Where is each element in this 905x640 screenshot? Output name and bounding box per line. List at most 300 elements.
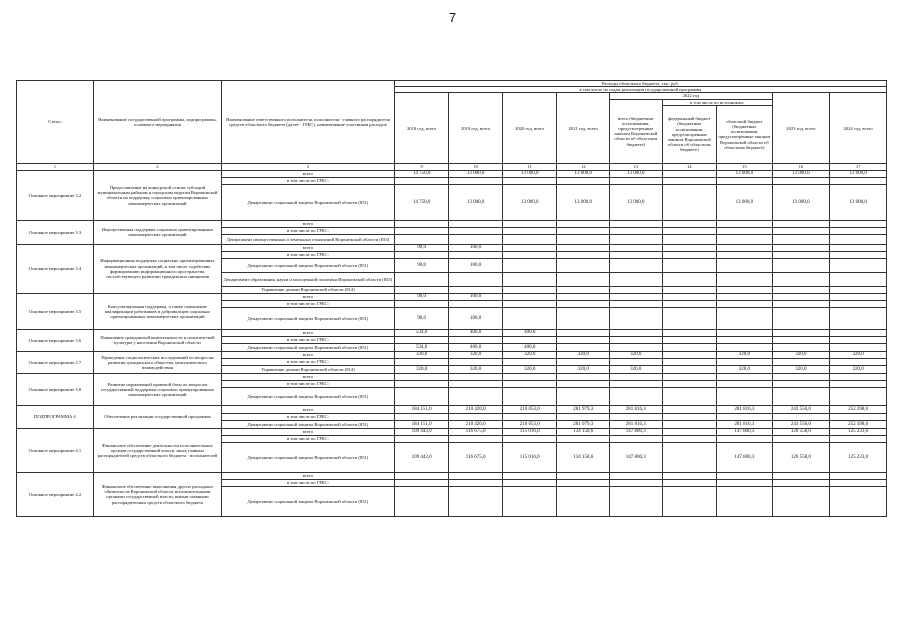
- value-cell: 210 420,0: [449, 405, 503, 413]
- row-executor: в том числе по ГРБС:: [222, 435, 395, 442]
- page-number: 7: [448, 10, 457, 25]
- row-executor: всего: [222, 405, 395, 413]
- value-cell: [502, 307, 557, 329]
- table-row: [17, 170, 887, 177]
- value-cell: [557, 486, 610, 516]
- value-cell: [610, 307, 663, 329]
- value-cell: 125 233,0: [830, 428, 887, 435]
- value-cell: [557, 286, 610, 293]
- value-cell: [557, 244, 610, 251]
- value-cell: [610, 300, 663, 307]
- row-executor: Департамент социальной защиты Воронежской области (851): [222, 343, 395, 351]
- value-cell: 116 675,0: [449, 428, 503, 435]
- value-cell: [449, 336, 503, 343]
- value-cell: [717, 472, 773, 479]
- value-cell: 13 000,0: [610, 184, 663, 220]
- col-index: 9: [394, 163, 449, 170]
- row-executor: в том числе по ГРБС:: [222, 300, 395, 307]
- row-executor: Департамент образования, науки и молодежной политики Воронежской области (855): [222, 272, 395, 286]
- value-cell: 13 000,0: [557, 170, 610, 177]
- value-cell: 90,0: [394, 293, 449, 300]
- value-cell: [394, 220, 449, 227]
- value-cell: 13 000,0: [610, 170, 663, 177]
- row-executor: Управление делами Воронежской области (814): [222, 365, 395, 373]
- value-cell: [610, 244, 663, 251]
- row-executor: Департамент социальной защиты Воронежской области (851): [222, 442, 395, 472]
- value-cell: [772, 251, 830, 258]
- value-cell: [610, 358, 663, 365]
- value-cell: 120 558,0: [772, 442, 830, 472]
- header-status: Статус: [17, 81, 94, 164]
- row-status: Основное мероприятие 3.7: [17, 351, 94, 373]
- value-cell: [830, 307, 887, 329]
- row-name: Повышение гражданской компетентности и политической культуры у населения Воронежской области: [93, 329, 221, 351]
- row-executor: в том числе по ГРБС:: [222, 380, 395, 387]
- value-cell: [772, 373, 830, 380]
- row-executor: Департамент социальной защиты Воронежской области (851): [222, 258, 395, 272]
- col-index: 16: [772, 163, 830, 170]
- col-index: 2: [93, 163, 221, 170]
- value-cell: [394, 486, 449, 516]
- value-cell: [557, 380, 610, 387]
- value-cell: [557, 272, 610, 286]
- value-cell: [610, 220, 663, 227]
- value-cell: [502, 387, 557, 405]
- value-cell: 252 398,6: [830, 405, 887, 413]
- value-cell: 14 750,0: [394, 170, 449, 177]
- value-cell: [717, 234, 773, 244]
- value-cell: [394, 413, 449, 420]
- value-cell: [772, 286, 830, 293]
- value-cell: [717, 272, 773, 286]
- value-cell: [610, 472, 663, 479]
- value-cell: [662, 227, 717, 234]
- row-executor: Департамент социальной защиты Воронежской области (851): [222, 307, 395, 329]
- value-cell: [830, 286, 887, 293]
- value-cell: [772, 244, 830, 251]
- value-cell: 147 800,3: [610, 442, 663, 472]
- value-cell: [717, 479, 773, 486]
- row-name: Консультационная поддержка, а также повышение квалификации работников и добровольцев социально ориентированных некоммерческих организаций: [93, 293, 221, 329]
- value-cell: [449, 358, 503, 365]
- value-cell: [449, 472, 503, 479]
- row-status: Основное мероприятие 3.5: [17, 293, 94, 329]
- value-cell: [502, 336, 557, 343]
- value-cell: [557, 479, 610, 486]
- value-cell: [394, 373, 449, 380]
- budget-table: [16, 80, 887, 517]
- value-cell: [502, 479, 557, 486]
- value-cell: [662, 258, 717, 272]
- value-cell: [394, 234, 449, 244]
- row-executor: всего: [222, 373, 395, 380]
- value-cell: [772, 177, 830, 184]
- value-cell: [662, 351, 717, 358]
- header-name: Наименование государственной программы, подпрограммы, основного мероприятия: [93, 81, 221, 164]
- value-cell: 109 443,0: [394, 428, 449, 435]
- value-cell: [502, 380, 557, 387]
- value-cell: [449, 486, 503, 516]
- row-executor: всего: [222, 351, 395, 358]
- value-cell: [557, 435, 610, 442]
- header-regional: областной бюджет (бюджетные ассигнования, предусмотренные законом Воронежской области об областном бюджете): [717, 105, 773, 163]
- value-cell: [717, 293, 773, 300]
- value-cell: [449, 177, 503, 184]
- value-cell: 281 816,3: [610, 420, 663, 428]
- header-2021: 2021 год, всего: [557, 93, 610, 163]
- header-expenses: Расходы областного бюджета, тыс. руб.: [394, 81, 886, 87]
- value-cell: [502, 258, 557, 272]
- value-cell: [662, 329, 717, 336]
- value-cell: [610, 343, 663, 351]
- header-2018: 2018 год, всего: [394, 93, 449, 163]
- value-cell: [610, 336, 663, 343]
- row-executor: Департамент имущественных и земельных отношений Воронежской области (833): [222, 234, 395, 244]
- value-cell: 281 816,3: [717, 420, 773, 428]
- value-cell: [610, 251, 663, 258]
- value-cell: [717, 373, 773, 380]
- value-cell: [830, 472, 887, 479]
- value-cell: 320,0: [830, 351, 887, 358]
- value-cell: [662, 336, 717, 343]
- value-cell: [557, 300, 610, 307]
- value-cell: 184 151,0: [394, 405, 449, 413]
- value-cell: [772, 413, 830, 420]
- value-cell: [662, 293, 717, 300]
- row-executor: всего: [222, 244, 395, 251]
- value-cell: [717, 220, 773, 227]
- value-cell: [830, 336, 887, 343]
- col-index: 14: [662, 163, 717, 170]
- value-cell: 210 053,0: [502, 405, 557, 413]
- value-cell: [717, 329, 773, 336]
- row-name: Предоставление на конкурсной основе субсидий муниципальным районам и городским округам Воронежской области на поддержку социально ориентированных некоммерческих организаций: [93, 170, 221, 220]
- value-cell: [502, 244, 557, 251]
- value-cell: [772, 472, 830, 479]
- value-cell: [772, 343, 830, 351]
- value-cell: [610, 234, 663, 244]
- header-2022: 2022 год: [610, 93, 773, 99]
- table-row: [17, 472, 887, 479]
- row-status: Основное мероприятие 4.2: [17, 472, 94, 516]
- value-cell: 109 443,0: [394, 442, 449, 472]
- value-cell: 320,0: [557, 351, 610, 358]
- row-executor: Департамент социальной защиты Воронежской области (851): [222, 184, 395, 220]
- value-cell: [610, 413, 663, 420]
- header-by-source: в том числе по источникам:: [662, 99, 772, 105]
- row-status: Основное мероприятие 3.2: [17, 170, 94, 220]
- table-row: [17, 351, 887, 358]
- value-cell: [502, 286, 557, 293]
- value-cell: 120 558,0: [772, 428, 830, 435]
- value-cell: [557, 258, 610, 272]
- value-cell: [772, 329, 830, 336]
- value-cell: [662, 442, 717, 472]
- value-cell: 400,0: [502, 329, 557, 336]
- value-cell: [772, 435, 830, 442]
- value-cell: [502, 435, 557, 442]
- value-cell: 13 000,0: [830, 170, 887, 177]
- value-cell: [717, 343, 773, 351]
- value-cell: 400,0: [449, 329, 503, 336]
- value-cell: [449, 413, 503, 420]
- value-cell: [830, 244, 887, 251]
- value-cell: [557, 358, 610, 365]
- value-cell: [830, 258, 887, 272]
- header-2024: 2024 год, всего: [830, 93, 887, 163]
- col-index: 10: [449, 163, 503, 170]
- value-cell: [830, 435, 887, 442]
- value-cell: [662, 413, 717, 420]
- value-cell: [772, 258, 830, 272]
- value-cell: [662, 184, 717, 220]
- value-cell: 210 420,0: [449, 420, 503, 428]
- col-index: 17: [830, 163, 887, 170]
- value-cell: 534,0: [394, 329, 449, 336]
- table-header: [17, 81, 887, 171]
- value-cell: [610, 177, 663, 184]
- row-executor: всего: [222, 220, 395, 227]
- value-cell: [557, 220, 610, 227]
- value-cell: 281 979,3: [557, 405, 610, 413]
- value-cell: [662, 365, 717, 373]
- value-cell: 90,0: [394, 258, 449, 272]
- value-cell: [662, 343, 717, 351]
- value-cell: [662, 251, 717, 258]
- value-cell: [717, 486, 773, 516]
- value-cell: [502, 251, 557, 258]
- value-cell: [449, 220, 503, 227]
- value-cell: [557, 307, 610, 329]
- value-cell: [449, 300, 503, 307]
- row-executor: в том числе по ГРБС:: [222, 479, 395, 486]
- value-cell: [557, 293, 610, 300]
- row-name: Проведение социологических исследований по вопросам развития гражданского общества, межэтнического взаимодействия: [93, 351, 221, 373]
- value-cell: [662, 428, 717, 435]
- value-cell: 400,0: [502, 343, 557, 351]
- value-cell: 281 816,3: [610, 405, 663, 413]
- value-cell: [830, 220, 887, 227]
- header-2020: 2020 год, всего: [502, 93, 557, 163]
- value-cell: [502, 227, 557, 234]
- value-cell: [394, 472, 449, 479]
- value-cell: [449, 479, 503, 486]
- value-cell: [610, 380, 663, 387]
- value-cell: [449, 251, 503, 258]
- value-cell: [830, 358, 887, 365]
- value-cell: [610, 272, 663, 286]
- value-cell: [394, 380, 449, 387]
- value-cell: [830, 343, 887, 351]
- value-cell: [662, 405, 717, 413]
- value-cell: 320,0: [717, 351, 773, 358]
- value-cell: [662, 380, 717, 387]
- value-cell: 320,0: [557, 365, 610, 373]
- row-executor: Департамент социальной защиты Воронежской области (851): [222, 387, 395, 405]
- value-cell: [557, 177, 610, 184]
- value-cell: [662, 307, 717, 329]
- value-cell: 115 016,0: [502, 428, 557, 435]
- row-executor: всего: [222, 329, 395, 336]
- value-cell: [662, 472, 717, 479]
- row-executor: Департамент социальной защиты Воронежской области (851): [222, 420, 395, 428]
- header-2023: 2023 год, всего: [772, 93, 830, 163]
- value-cell: [662, 420, 717, 428]
- value-cell: [610, 286, 663, 293]
- value-cell: 125 233,0: [830, 442, 887, 472]
- value-cell: [717, 286, 773, 293]
- value-cell: [502, 486, 557, 516]
- value-cell: [449, 387, 503, 405]
- value-cell: [772, 358, 830, 365]
- row-executor: всего: [222, 428, 395, 435]
- table-row: [17, 405, 887, 413]
- value-cell: 320,0: [610, 365, 663, 373]
- header-federal: федеральный бюджет (бюджетные ассигнования, предусмотренные законом Воронежской области об областном бюджете): [662, 105, 717, 163]
- value-cell: [557, 387, 610, 405]
- value-cell: 13 000,0: [502, 184, 557, 220]
- value-cell: [449, 380, 503, 387]
- value-cell: [662, 244, 717, 251]
- value-cell: [717, 387, 773, 405]
- value-cell: [772, 293, 830, 300]
- value-cell: 243 556,0: [772, 420, 830, 428]
- value-cell: [449, 272, 503, 286]
- value-cell: 252 398,6: [830, 420, 887, 428]
- value-cell: 13 000,0: [772, 184, 830, 220]
- row-name: Финансовое обеспечение выполнения других расходных обязательств Воронежской области исполнительными органами государственной власти, иными главными распорядителями средств областного бюджета: [93, 472, 221, 516]
- value-cell: [502, 373, 557, 380]
- value-cell: [662, 300, 717, 307]
- value-cell: 320,0: [772, 351, 830, 358]
- value-cell: [772, 387, 830, 405]
- value-cell: 13 000,0: [449, 170, 503, 177]
- value-cell: 13 000,0: [557, 184, 610, 220]
- header-by-years: в том числе по годам реализации государственной программы: [394, 87, 886, 93]
- value-cell: [449, 435, 503, 442]
- value-cell: [610, 435, 663, 442]
- table-row: [17, 244, 887, 251]
- value-cell: [717, 435, 773, 442]
- value-cell: [610, 329, 663, 336]
- value-cell: [717, 380, 773, 387]
- value-cell: [502, 234, 557, 244]
- value-cell: [502, 300, 557, 307]
- row-status: Основное мероприятие 3.3: [17, 220, 94, 244]
- value-cell: [830, 177, 887, 184]
- value-cell: [610, 227, 663, 234]
- value-cell: [662, 272, 717, 286]
- table-body: [17, 170, 887, 516]
- value-cell: [557, 343, 610, 351]
- value-cell: [717, 336, 773, 343]
- value-cell: [557, 234, 610, 244]
- value-cell: 147 800,3: [717, 442, 773, 472]
- value-cell: [717, 251, 773, 258]
- value-cell: [830, 300, 887, 307]
- value-cell: [662, 358, 717, 365]
- value-cell: [449, 227, 503, 234]
- value-cell: [557, 373, 610, 380]
- row-executor: в том числе по ГРБС:: [222, 227, 395, 234]
- value-cell: [717, 177, 773, 184]
- value-cell: 320,0: [717, 365, 773, 373]
- value-cell: [830, 387, 887, 405]
- value-cell: 13 000,0: [502, 170, 557, 177]
- row-executor: в том числе по ГРБС:: [222, 413, 395, 420]
- value-cell: 320,0: [772, 365, 830, 373]
- table-row: [17, 373, 887, 380]
- value-cell: 13 000,0: [830, 184, 887, 220]
- value-cell: 534,0: [394, 343, 449, 351]
- value-cell: 147 800,3: [717, 428, 773, 435]
- value-cell: [717, 358, 773, 365]
- row-executor: в том числе по ГРБС:: [222, 336, 395, 343]
- value-cell: [830, 251, 887, 258]
- row-executor: Департамент социальной защиты Воронежской области (851): [222, 486, 395, 516]
- value-cell: 320,0: [610, 351, 663, 358]
- header-2022-total: всего (бюджетные ассигнования, предусмотренные законом Воронежской области об областном бюджете): [610, 99, 663, 163]
- value-cell: [449, 286, 503, 293]
- value-cell: [394, 286, 449, 293]
- header-executor: Наименование ответственного исполнителя, исполнителя - главного распорядителя средств областного бюджета (далее - ГРБС), наименование участников расходов: [222, 81, 395, 164]
- value-cell: 281 816,3: [717, 405, 773, 413]
- value-cell: [394, 251, 449, 258]
- row-name: Информационная поддержка социально ориентированных некоммерческих организаций, в том числе содействие формированию информационного пространства, способствующего развитию гражданских инициатив: [93, 244, 221, 293]
- value-cell: 115 016,0: [502, 442, 557, 472]
- value-cell: [557, 251, 610, 258]
- value-cell: [610, 479, 663, 486]
- value-cell: 243 556,0: [772, 405, 830, 413]
- value-cell: 184 151,0: [394, 420, 449, 428]
- row-executor: в том числе по ГРБС:: [222, 358, 395, 365]
- row-name: Финансовое обеспечение деятельности исполнительных органов государственной власти, иных главных распорядителей средств областного бюджета - исполнителей: [93, 428, 221, 472]
- row-name: Обеспечение реализации государственной программы: [93, 405, 221, 428]
- value-cell: 134 158,6: [557, 428, 610, 435]
- value-cell: [772, 300, 830, 307]
- value-cell: 13 000,0: [449, 184, 503, 220]
- value-cell: [830, 227, 887, 234]
- value-cell: [502, 220, 557, 227]
- value-cell: [502, 413, 557, 420]
- value-cell: [662, 373, 717, 380]
- value-cell: [662, 234, 717, 244]
- value-cell: 100,0: [449, 293, 503, 300]
- value-cell: [394, 227, 449, 234]
- value-cell: [830, 329, 887, 336]
- value-cell: [557, 336, 610, 343]
- row-executor: Управление делами Воронежской области (814): [222, 286, 395, 293]
- value-cell: [717, 244, 773, 251]
- value-cell: [662, 486, 717, 516]
- table-row: [17, 220, 887, 227]
- row-name: Развитие нормативной правовой базы по вопросам государственной поддержки социально ориентированных некоммерческих организаций: [93, 373, 221, 405]
- value-cell: [772, 272, 830, 286]
- col-index: 11: [502, 163, 557, 170]
- value-cell: 134 158,6: [557, 442, 610, 472]
- value-cell: [502, 272, 557, 286]
- value-cell: [394, 272, 449, 286]
- value-cell: 210 053,0: [502, 420, 557, 428]
- value-cell: [772, 220, 830, 227]
- value-cell: [394, 177, 449, 184]
- value-cell: [502, 177, 557, 184]
- value-cell: [830, 413, 887, 420]
- value-cell: [662, 177, 717, 184]
- value-cell: 320,0: [449, 365, 503, 373]
- value-cell: [557, 329, 610, 336]
- value-cell: [717, 413, 773, 420]
